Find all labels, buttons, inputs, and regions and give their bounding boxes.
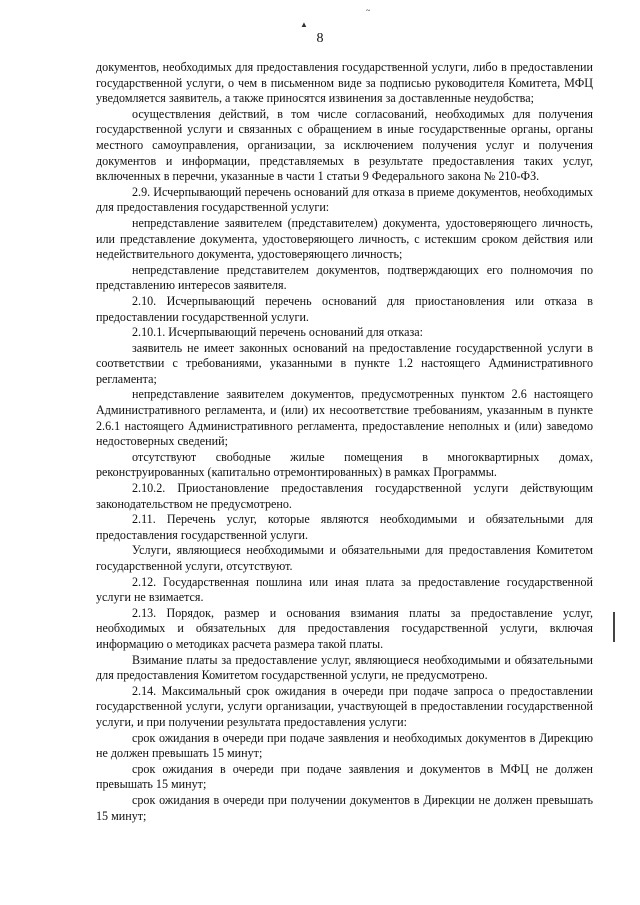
paragraph: отсутствуют свободные жилые помещения в многоквартирных домах, реконструированных (капитально отремонтированных) в рамках Программы. xyxy=(96,449,593,480)
paragraph: Взимание платы за предоставление услуг, являющиеся необходимыми и обязательными для предоставления Комитетом государственной услуги, не предусмотрено. xyxy=(96,652,593,683)
paragraph: 2.10.1. Исчерпывающий перечень оснований для отказа: xyxy=(132,325,423,340)
page-number: 8 xyxy=(316,31,324,46)
scan-mark: ▲ xyxy=(300,20,308,29)
paragraph: 2.12. Государственная пошлина или иная плата за предоставление государственной услуги не взимается. xyxy=(96,574,593,605)
paragraph: документов, необходимых для предоставления государственной услуги, либо в предоставлении государственной услуги, о чем в письменном виде за подписью руководителя Комитета, МФЦ уведомляется заявитель, а также приносятся извинения за доставленные неудобства; xyxy=(96,60,593,106)
paragraph: непредставление заявителем (представителем) документа, удостоверяющего личность, или представление документа, удостоверяющего личность, с истекшим сроком действия или недействительного документа, удостоверяющего личность; xyxy=(96,215,593,262)
paragraph: Услуги, являющиеся необходимыми и обязательными для предоставления Комитетом государственной услуги, отсутствуют. xyxy=(96,543,593,573)
paragraph: заявитель не имеет законных оснований на предоставление государственной услуги в соответствии с требованиями, указанными в пункте 1.2 настоящего Административного регламента; xyxy=(96,340,593,386)
paragraph: осуществления действий, в том числе согласований, необходимых для получения государственной услуги и связанных с обращением в иные государственные органы, органы местного самоуправления, организации, за исключением получения услуг и получения документов и информации, представляемых в результате предоставления таких услуг, включенных в перечни, указанные в части 1 статьи 9 Федерального закона № 210-ФЗ. xyxy=(96,106,593,184)
scan-mark: ~ xyxy=(366,6,371,15)
paragraph: 2.10.2. Приостановление предоставления государственной услуги действующим законодательством не предусмотрено. xyxy=(96,481,593,511)
paragraph: срок ожидания в очереди при получении документов в Дирекции не должен превышать 15 минут; xyxy=(96,792,593,823)
paragraph: 2.10. Исчерпывающий перечень оснований для приостановления или отказа в предоставлении государственной услуги. xyxy=(96,293,593,324)
paragraph: непредставление заявителем документов, предусмотренных пунктом 2.6 настоящего Административного регламента, и (или) их несоответствие требованиям, указанным в пункте 2.6.1 настоящего Административного регламента, предоставление неполных и (или) заведомо недостоверных сведений; xyxy=(96,387,593,449)
paragraph: срок ожидания в очереди при подаче заявления и необходимых документов в Дирекцию не должен превышать 15 минут; xyxy=(96,730,593,761)
margin-line xyxy=(613,612,615,642)
paragraph: 2.13. Порядок, размер и основания взимания платы за предоставление услуг, необходимых и обязательных для предоставления государственной услуги, включая информацию о методиках расчета размера такой платы. xyxy=(96,605,593,651)
paragraph: 2.9. Исчерпывающий перечень оснований для отказа в приеме документов, необходимых для предоставления государственной услуги: xyxy=(96,184,593,215)
paragraph: срок ожидания в очереди при подаче заявления и документов в МФЦ не должен превышать 15 минут; xyxy=(96,761,593,792)
document-body xyxy=(96,60,593,824)
paragraph: 2.14. Максимальный срок ожидания в очереди при подаче запроса о предоставлении государственной услуги, услуги организации, участвующей в предоставлении государственной услуги, и при получении результата предоставления услуги: xyxy=(96,683,593,729)
paragraph: 2.11. Перечень услуг, которые являются необходимыми и обязательными для предоставления государственной услуги. xyxy=(96,512,593,542)
paragraph: непредставление представителем документов, подтверждающих его полномочия по представлению интересов заявителя. xyxy=(96,262,593,293)
